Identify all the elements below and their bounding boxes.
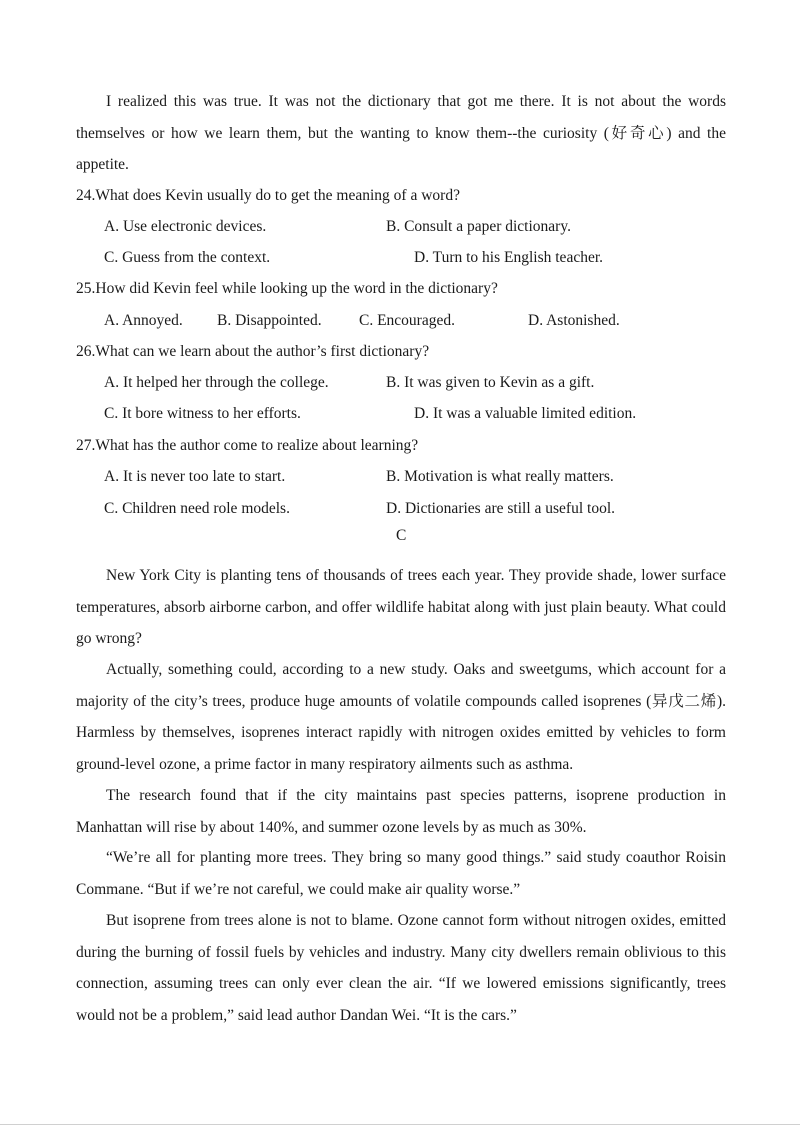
passage-c-paragraph-4: “We’re all for planting more trees. They bring so many good things.” said study coauthor Roisin Commane. “But if we’re not careful, we could make air quality worse.” xyxy=(76,849,726,898)
question-27-stem: 27.What has the author come to realize about learning? xyxy=(76,437,419,454)
question-25-option-d: D. Astonished. xyxy=(528,312,620,329)
passage-c-paragraph-1: New York City is planting tens of thousands of trees each year. They provide shade, lower surface temperatures, absorb airborne carbon, and offer wildlife habitat along with just plain beauty. What could go wrong? xyxy=(76,567,726,647)
question-26-stem: 26.What can we learn about the author’s first dictionary? xyxy=(76,343,430,360)
question-26-option-a: A. It helped her through the college. xyxy=(104,374,329,391)
question-27-option-a: A. It is never too late to start. xyxy=(104,468,286,485)
question-25-option-b: B. Disappointed. xyxy=(217,312,322,329)
question-24-stem: 24.What does Kevin usually do to get the meaning of a word? xyxy=(76,187,460,204)
question-25-stem: 25.How did Kevin feel while looking up the word in the dictionary? xyxy=(76,280,498,297)
passage-c-paragraph-3: The research found that if the city maintains past species patterns, isoprene production in Manhattan will rise by about 140%, and summer ozone levels by as much as 30%. xyxy=(76,787,726,836)
page-bottom-edge xyxy=(0,1124,800,1125)
question-26-option-b: B. It was given to Kevin as a gift. xyxy=(386,374,595,391)
question-24-option-c: C. Guess from the context. xyxy=(104,249,271,266)
question-27-option-c: C. Children need role models. xyxy=(104,500,290,517)
question-26-option-d: D. It was a valuable limited edition. xyxy=(414,405,637,422)
passage-c-paragraph-5: But isoprene from trees alone is not to blame. Ozone cannot form without nitrogen oxides, emitted during the burning of fossil fuels by vehicles and industry. Many city dwellers remain oblivious to this connection, assuming trees can only ever clean the air. “If we lowered emissions significantly, trees would not be a problem,” said lead author Dandan Wei. “It is the cars.” xyxy=(76,912,726,1024)
question-26-option-c: C. It bore witness to her efforts. xyxy=(104,405,301,422)
section-c-label: C xyxy=(396,527,407,544)
question-24-option-a: A. Use electronic devices. xyxy=(104,218,267,235)
passage-c-paragraph-2: Actually, something could, according to a new study. Oaks and sweetgums, which account for a majority of the city’s trees, produce huge amounts of volatile compounds called isoprenes (异戊二烯). Harmless by themselves, isoprenes interact rapidly with nitrogen oxides emitted by vehicles to form ground-level ozone, a prime factor in many respiratory ailments such as asthma. xyxy=(76,661,726,773)
question-24-option-d: D. Turn to his English teacher. xyxy=(414,249,604,266)
question-27-option-d: D. Dictionaries are still a useful tool. xyxy=(386,500,615,517)
question-24-option-b: B. Consult a paper dictionary. xyxy=(386,218,571,235)
intro-paragraph: I realized this was true. It was not the dictionary that got me there. It is not about the words themselves or how we learn them, but the wanting to know them--the curiosity (好奇心) and the appetite. xyxy=(76,93,726,173)
question-25-option-c: C. Encouraged. xyxy=(359,312,455,329)
question-25-option-a: A. Annoyed. xyxy=(104,312,183,329)
question-27-option-b: B. Motivation is what really matters. xyxy=(386,468,614,485)
